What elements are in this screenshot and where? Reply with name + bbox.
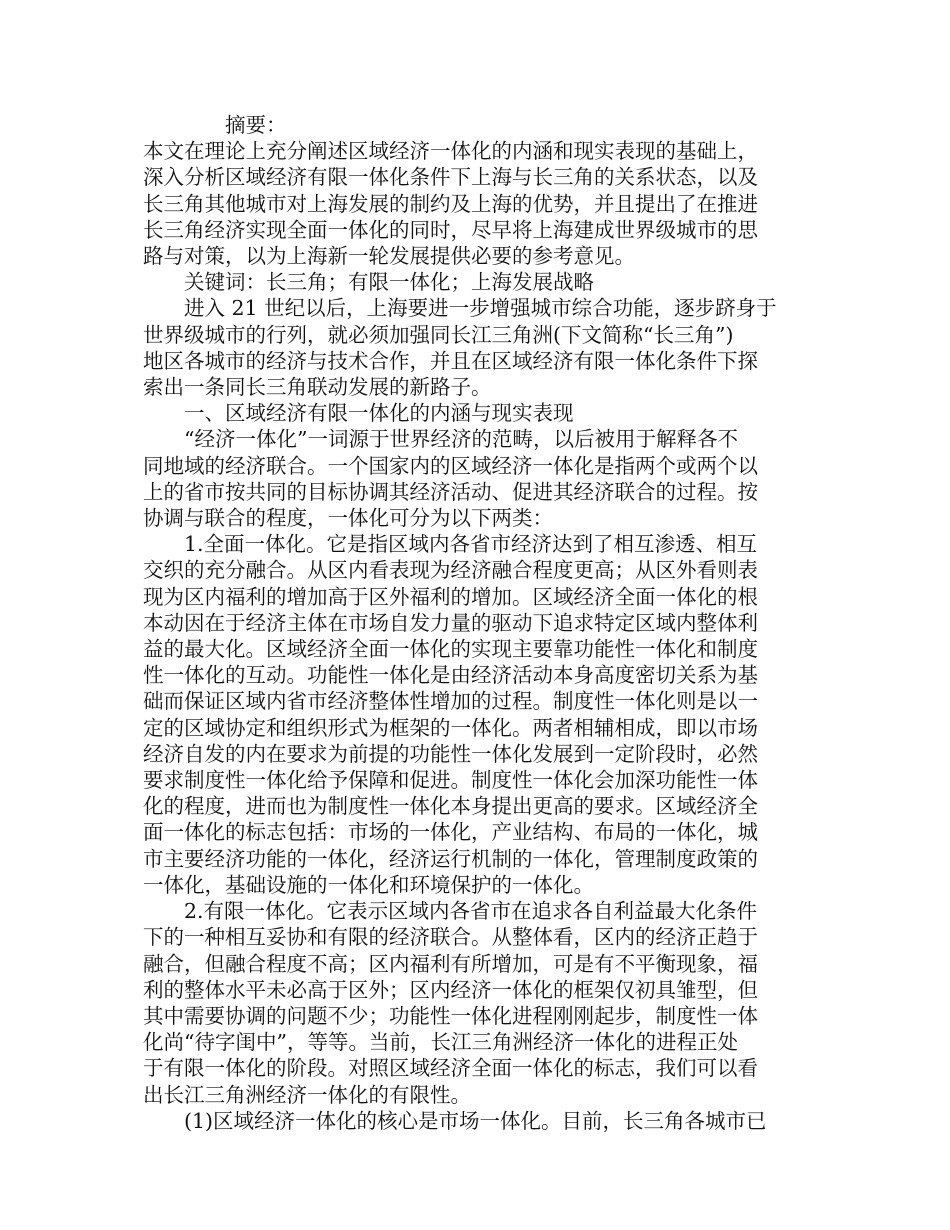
text-line: 地区各城市的经济与技术合作，并且在区域经济有限一体化条件下探 [143,348,758,373]
text-line: 交织的充分融合。从区内看表现为经济融合程度更高；从区外看则表 [143,558,758,583]
text-line: 长三角经济实现全面一体化的同时，尽早将上海建成世界级城市的思 [143,217,758,242]
text-line: 协调与联合的程度，一体化可分为以下两类： [143,506,553,531]
abstract-heading: 摘要： [225,113,287,137]
text-line: 进入 21 世纪以后，上海要进一步增强城市综合功能，逐步跻身于 [184,296,777,321]
text-line: 化尚“待字闺中”，等等。当前，长江三角洲经济一体化的进程正处 [143,1030,738,1055]
text-line: 经济自发的内在要求为前提的功能性一体化发展到一定阶段时，必然 [143,741,758,766]
text-line: 融合，但融合程度不高；区内福利有所增加，可是有不平衡现象，福 [143,951,758,976]
text-line: 本文在理论上充分阐述区域经济一体化的内涵和现实表现的基础上， [143,139,758,164]
text-line: 一、区域经济有限一体化的内涵与现实表现 [184,401,574,426]
document-lines [143,138,808,1134]
text-line: 长三角其他城市对上海发展的制约及上海的优势，并且提出了在推进 [143,191,758,216]
text-line: 同地域的经济联合。一个国家内的区域经济一体化是指两个或两个以 [143,453,758,478]
text-line: 索出一条同长三角联动发展的新路子。 [143,375,492,400]
text-line: 化的程度，进而也为制度性一体化本身提出更高的要求。区域经济全 [143,794,758,819]
text-line: (1)区域经济一体化的核心是市场一体化。目前，长三角各城市已 [184,1108,767,1133]
text-line: 性一体化的互动。功能性一体化是由经济活动本身高度密切关系为基 [143,663,758,688]
text-line: 世界级城市的行列，就必须加强同长江三角洲(下文简称“长三角”) [143,322,734,347]
text-line: 础而保证区域内省市经济整体性增加的过程。制度性一体化则是以一 [143,689,758,714]
text-line: 本动因在于经济主体在市场自发力量的驱动下追求特定区域内整体利 [143,610,758,635]
text-line: 市主要经济功能的一体化，经济运行机制的一体化，管理制度政策的 [143,846,758,871]
text-line: 益的最大化。区域经济全面一体化的实现主要靠功能性一体化和制度 [143,637,758,662]
text-line: 1.全面一体化。它是指区域内各省市经济达到了相互渗透、相互 [184,532,758,557]
text-line: 上的省市按共同的目标协调其经济活动、促进其经济联合的过程。按 [143,479,758,504]
text-line: 面一体化的标志包括：市场的一体化，产业结构、布局的一体化，城 [143,820,758,845]
text-line: 现为区内福利的增加高于区外福利的增加。区域经济全面一体化的根 [143,584,758,609]
text-line: 出长江三角洲经济一体化的有限性。 [143,1082,471,1107]
text-line: 下的一种相互妥协和有限的经济联合。从整体看，区内的经济正趋于 [143,925,758,950]
text-line: 要求制度性一体化给予保障和促进。制度性一体化会加深功能性一体 [143,768,758,793]
text-line: “经济一体化”一词源于世界经济的范畴，以后被用于解释各不 [184,427,738,452]
text-line: 定的区域协定和组织形式为框架的一体化。两者相辅相成，即以市场 [143,715,758,740]
text-line: 其中需要协调的问题不少；功能性一体化进程刚刚起步，制度性一体 [143,1003,758,1028]
text-line: 于有限一体化的阶段。对照区域经济全面一体化的标志，我们可以看 [143,1056,758,1081]
text-line: 路与对策，以为上海新一轮发展提供必要的参考意见。 [143,244,635,269]
text-line: 关键词：长三角；有限一体化；上海发展战略 [184,270,594,295]
text-line: 2.有限一体化。它表示区域内各省市在追求各自利益最大化条件 [184,899,758,924]
text-line: 利的整体水平未必高于区外；区内经济一体化的框架仅初具雏型，但 [143,977,758,1002]
text-line: 一体化，基础设施的一体化和环境保护的一体化。 [143,872,594,897]
document-body [143,112,808,1134]
text-line: 深入分析区域经济有限一体化条件下上海与长三角的关系状态，以及 [143,165,758,190]
